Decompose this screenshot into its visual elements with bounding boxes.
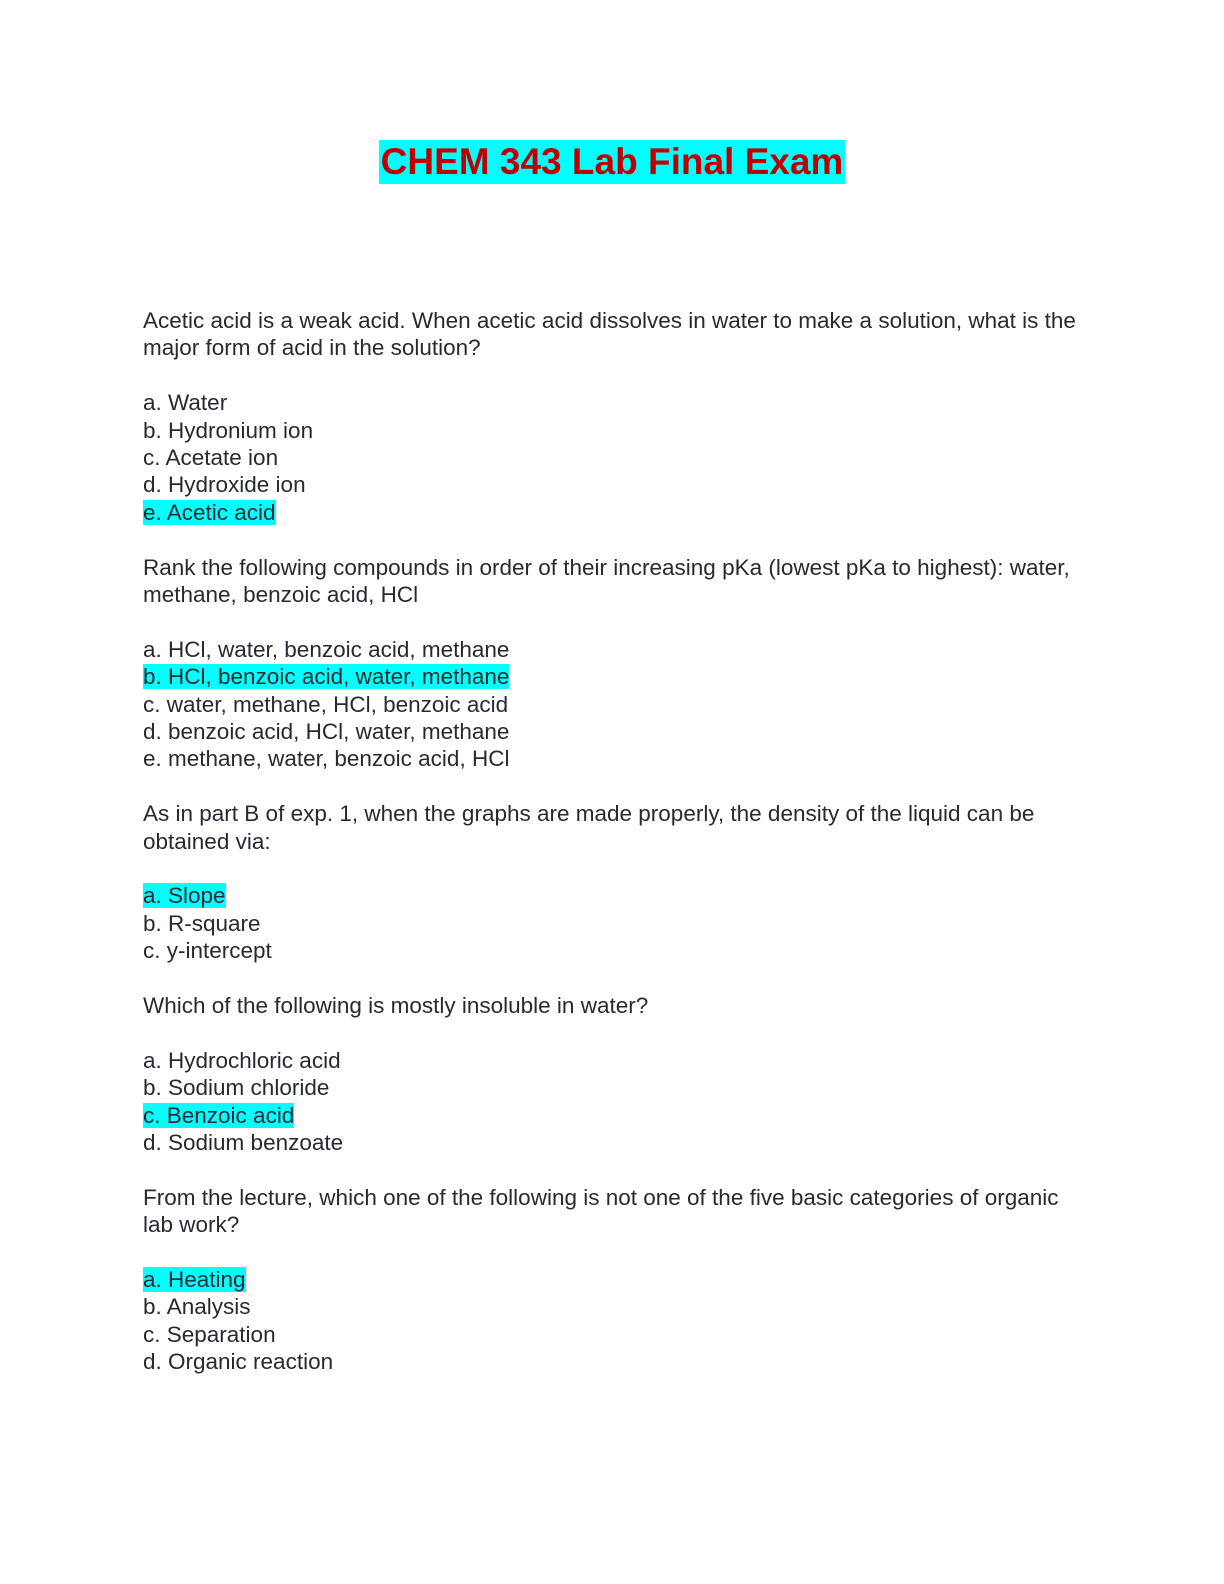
option: a. HCl, water, benzoic acid, methane — [143, 636, 510, 662]
option: c. y-intercept — [143, 938, 272, 964]
option: d. Organic reaction — [143, 1349, 334, 1375]
question-3-options — [143, 882, 1083, 964]
question-5 — [143, 1184, 1083, 1239]
option: d. Sodium benzoate — [143, 1130, 344, 1156]
option: a. Water — [143, 390, 228, 416]
option: b. Hydronium ion — [143, 417, 314, 443]
option-highlighted-answer: a. Slope — [143, 883, 226, 909]
exam-content — [143, 307, 1083, 1403]
question-4-options — [143, 1047, 1083, 1157]
title-container — [0, 140, 1224, 184]
option: b. Sodium chloride — [143, 1075, 330, 1101]
question-text: Acetic acid is a weak acid. When acetic acid dissolves in water to make a solution, what is the major form of acid in the solution? — [143, 308, 1076, 361]
option: c. water, methane, HCl, benzoic acid — [143, 691, 509, 717]
question-1-options — [143, 389, 1083, 526]
question-text: As in part B of exp. 1, when the graphs are made properly, the density of the liquid can be obtained via: — [143, 801, 1035, 854]
option-highlighted-answer: c. Benzoic acid — [143, 1102, 295, 1128]
option: b. Analysis — [143, 1294, 251, 1320]
option: e. methane, water, benzoic acid, HCl — [143, 746, 510, 772]
question-5-options — [143, 1266, 1083, 1376]
question-2-options — [143, 636, 1083, 773]
question-2 — [143, 554, 1083, 609]
option: c. Separation — [143, 1321, 276, 1347]
question-text: Which of the following is mostly insoluble in water? — [143, 993, 649, 1019]
option-highlighted-answer: b. HCl, benzoic acid, water, methane — [143, 664, 510, 690]
question-4 — [143, 992, 1083, 1019]
option: d. benzoic acid, HCl, water, methane — [143, 719, 510, 745]
question-3 — [143, 800, 1083, 855]
option: a. Hydrochloric acid — [143, 1047, 341, 1073]
option-highlighted-answer: e. Acetic acid — [143, 499, 276, 525]
option: b. R-square — [143, 910, 261, 936]
question-1 — [143, 307, 1083, 362]
question-text: From the lecture, which one of the following is not one of the five basic categories of organic lab work? — [143, 1184, 1059, 1238]
page-title: CHEM 343 Lab Final Exam — [380, 141, 844, 182]
option-highlighted-answer: a. Heating — [143, 1267, 246, 1293]
option: c. Acetate ion — [143, 445, 279, 471]
question-text: Rank the following compounds in order of their increasing pKa (lowest pKa to highest): water, methane, benzoic acid, HCl — [143, 554, 1070, 608]
option: d. Hydroxide ion — [143, 472, 306, 498]
